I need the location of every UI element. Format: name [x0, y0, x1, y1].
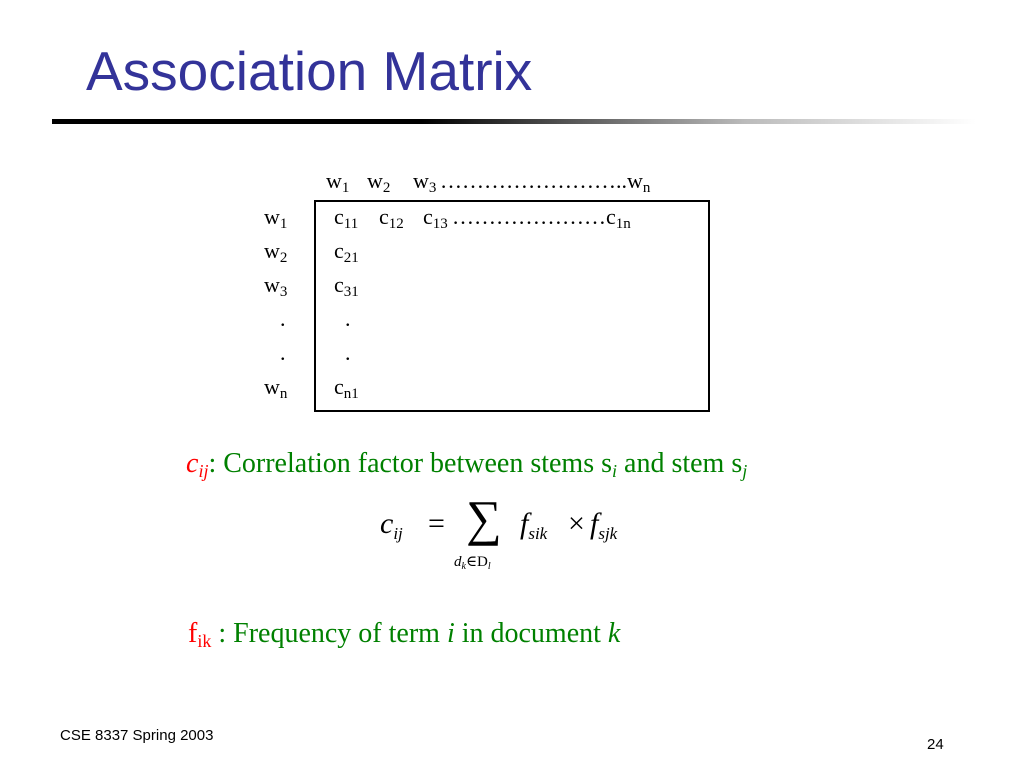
matrix-col-header-2: $w_2$	[367, 168, 391, 196]
footer-course-label: CSE 8337 Spring 2003	[60, 727, 214, 744]
matrix-row-label-dot-1: .	[280, 306, 286, 331]
matrix-cell-dot-2: .	[345, 340, 351, 365]
matrix-row-label-3: $w_3$	[264, 272, 288, 300]
matrix-cell-c21: $c_{21}$	[334, 238, 359, 266]
matrix-row-label-2: $w_2$	[264, 238, 288, 266]
matrix-col-header-n: $\dots\dots\dots\dots\dots\dots\dots\dots..w_n$	[440, 168, 651, 196]
matrix-cell-c31: $c_{31}$	[334, 272, 359, 300]
matrix-col-header-3: $w_3$	[413, 168, 437, 196]
slide-title: Association Matrix	[86, 40, 533, 102]
matrix-cell-cn1: $c_{n1}$	[334, 374, 359, 402]
matrix-cell-c12: $c_{12}$	[379, 204, 404, 232]
matrix-col-header-1: $w_1$	[326, 168, 350, 196]
matrix-row-label-1: $w_1$	[264, 204, 288, 232]
matrix-box	[314, 200, 710, 412]
cij-symbol: $c_{ij}$	[186, 448, 209, 481]
matrix-row-label-dot-2: .	[280, 340, 286, 365]
formula-times: ×	[568, 507, 585, 540]
formula-equals: =	[428, 507, 445, 540]
matrix-cell-c13: $c_{13}$	[423, 204, 448, 232]
matrix-cell-c11: $c_{11}$	[334, 204, 359, 232]
matrix-cell-dot-1: .	[345, 306, 351, 331]
matrix-cell-c1n: $\dots\dots\dots\dots\dots\dots\dots c_{1n}$	[452, 204, 631, 232]
correlation-factor-definition: $c_{ij}$: Correlation factor between stems $s_i$ and stem $s_j$	[186, 448, 748, 481]
summation-symbol: ∑	[466, 490, 502, 546]
summation-limit: $d_k\in D_l$	[454, 554, 491, 572]
formula-f-sik: $f_{sik}$	[520, 507, 548, 543]
formula-f-sjk: $f_{sjk}$	[590, 507, 618, 543]
matrix-row-label-n: $w_n$	[264, 374, 288, 402]
fik-symbol: $f_{ik}$	[188, 618, 212, 651]
page-number: 24	[927, 736, 944, 753]
formula-lhs: $c_{ij}$	[380, 507, 403, 543]
frequency-definition: $f_{ik}$ : Frequency of term i in document k	[188, 618, 621, 651]
title-underline	[52, 119, 976, 124]
correlation-formula	[380, 490, 650, 578]
